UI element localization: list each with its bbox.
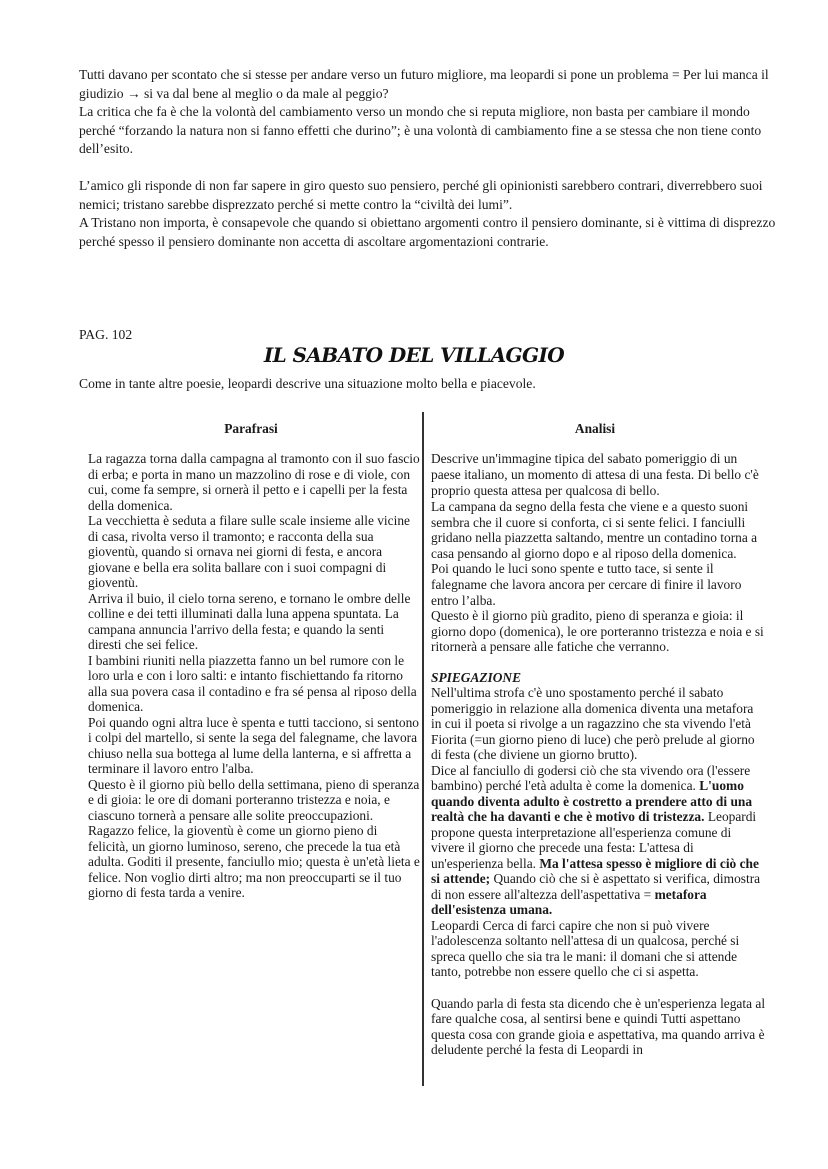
intro-section [79,66,779,251]
spiegazione-paragraph: Nell'ultima strofa c'è uno spostamento perché il sabato pomeriggio in relazione alla domenica diventa una metafora in cui il poeta si rivolge a un ragazzino che sta vivendo l'età Fiorita (=un giorno pieno di luce) che però prelude al giorno di festa (che diviene un giorno brutto). [431,685,755,763]
analisi-paragraph: Descrive un'immagine tipica del sabato pomeriggio di un paese italiano, un momento di attesa di una festa. Di bello c'è proprio questa attesa per qualcosa di bello. [431,451,759,498]
parafrasi-paragraph: I bambini riuniti nella piazzetta fanno un bel rumore con le loro urla e con i loro salti: e intanto fischiettando fa ritorno alla sua povera casa il contadino e fra sé pensa al riposo della domenica. [88,652,417,714]
page-reference: PAG. 102 [79,327,133,342]
text-span: Leopardi propone questa interpretazione all'esperienza comune di vivere il giorno che precede una festa: L'attesa di un'esperienza bella. [431,809,757,871]
spiegazione-paragraph: Leopardi Cerca di farci capire che non si può vivere l'adolescenza soltanto nell'attesa di un qualcosa, perché si spreca quello che sia tra le mani: il domani che si attende tanto, potrebbe non essere quello che ci si aspetta. [431,917,740,980]
intro-paragraph: L’amico gli risponde di non far sapere in giro questo suo pensiero, perché gli opinionisti sarebbero contrari, diverrebbero suoi nemici; tristano sarebbe disprezzato perché si mette contro la “civiltà dei lumi”. [79,177,763,212]
spiegazione-paragraph: Quando parla di festa sta dicendo che è un'esperienza legata al fare qualche cosa, al sentirsi bene e quindi Tutti aspettano questa cosa con grande gioia e aspettativa, ma quando arriva è deludente perché la festa di Leopardi in [431,995,766,1058]
text-span: Dice al fanciullo di godersi ciò che sta vivendo ora (l'essere bambino) perché l'età adulta è come la domenica. [431,762,751,794]
document-subtitle: Come in tante altre poesie, leopardi descrive una situazione molto bella e piacevole. [79,376,536,391]
analisi-column [431,451,766,1058]
paragraph-gap [79,159,779,177]
column-divider [422,412,424,1086]
parafrasi-paragraph: La vecchietta è seduta a filare sulle scale insieme alle vicine di casa, rivolta verso il tramonto; e racconta della sua gioventù, quando si ornava nei giorni di festa, e ancora giovane e bella era solita ballare con i suoi compagni di gioventù. [88,513,410,590]
intro-paragraph: La critica che fa è che la volontà del cambiamento verso un mondo che si reputa migliore, non basta per cambiare il mondo perché “forzando la natura non si fanno effetti che durino”; è una volontà di cambiamento fine a se stessa che non tiene conto dell’esito. [79,104,762,157]
intro-paragraph: Tutti davano per scontato che si stesse per andare verso un futuro migliore, ma leopardi si pone un problema = Per lui manca il giudizio → si va dal bene al meglio o da male al peggio? [79,67,769,101]
analisi-paragraph: Questo è il giorno più gradito, pieno di speranza e gioia: il giorno dopo (domenica), le ore porteranno tristezza e noia e si ritornerà a pensare alle fatiche che verranno. [431,608,764,655]
paragraph-gap [431,980,766,996]
parafrasi-paragraph: Poi quando ogni altra luce è spenta e tutti tacciono, si sentono i colpi del martello, si sente la sega del falegname, che lavora chiuso nella sua bottega al lume della lanterna, e si affretta a terminare il lavoro entro l'alba. [88,714,419,776]
bold-statement: L'uomo quando diventa adulto è costretto a prendere atto di una realtà che ha davanti e che è motivo di tristezza. [431,778,753,825]
parafrasi-paragraph: Ragazzo felice, la gioventù è come un giorno pieno di felicità, un giorno luminoso, sereno, che precede la tua età adulta. Goditi il presente, fanciullo mio; questa è un'età lieta e felice. Non voglio dirti altro; ma non preoccuparti se il tuo giorno di festa tarda a venire. [88,823,420,900]
text-span: Quando ciò che si è aspettato si verifica, dimostra di non essere all'altezza dell'aspettativa = [431,871,761,902]
analisi-description [431,451,766,655]
parafrasi-paragraph: Arriva il buio, il cielo torna sereno, e tornano le ombre delle colline e dei tetti illuminati dalla luna appena spuntata. La campana annuncia l'arrivo della festa; e quando la senti diresti che sei felice. [88,590,411,652]
intro-paragraph: A Tristano non importa, è consapevole che quando si obiettano argomenti contro il pensiero dominante, si è vittima di disprezzo perché spesso il pensiero dominante non accetta di ascoltare argomentazioni contrarie. [79,215,776,249]
parafrasi-paragraph: La ragazza torna dalla campagna al tramonto con il suo fascio di erba; e porta in mano un mazzolino di rose e di viole, con cui, come fa sempre, si ornerà il petto e i capelli per la festa della domenica. [88,451,420,513]
spiegazione-paragraph [431,763,766,918]
analisi-paragraph: La campana da segno della festa che viene e a questo suoni sembra che il cuore si conforta, ci si sente felici. I fanciulli gridano nella piazzetta saltando, mentre un contadino torna a casa pensando al giorno dopo e al riposo della domenica. [431,499,758,561]
spiegazione-heading: SPIEGAZIONE [431,669,522,685]
column-heading-analisi: Analisi [574,421,616,436]
column-heading-parafrasi: Parafrasi [224,421,278,436]
analisi-paragraph: Poi quando le luci sono spente e tutto tace, si sente il falegname che lavora ancora per cercare di finire il lavoro entro l’alba. [431,561,742,608]
parafrasi-column [88,451,420,901]
document-title: IL SABATO DEL VILLAGGIO [263,343,565,367]
bold-statement: metafora dell'esistenza umana. [431,886,707,918]
parafrasi-paragraph: Questo è il giorno più bello della settimana, pieno di speranza e di gioia: le ore di domani porteranno tristezza e noia, e ciascuno tornerà a pensare alle solite preoccupazioni. [88,776,420,823]
bold-statement: Ma l'attesa spesso è migliore di ciò che si attende; [431,855,759,887]
